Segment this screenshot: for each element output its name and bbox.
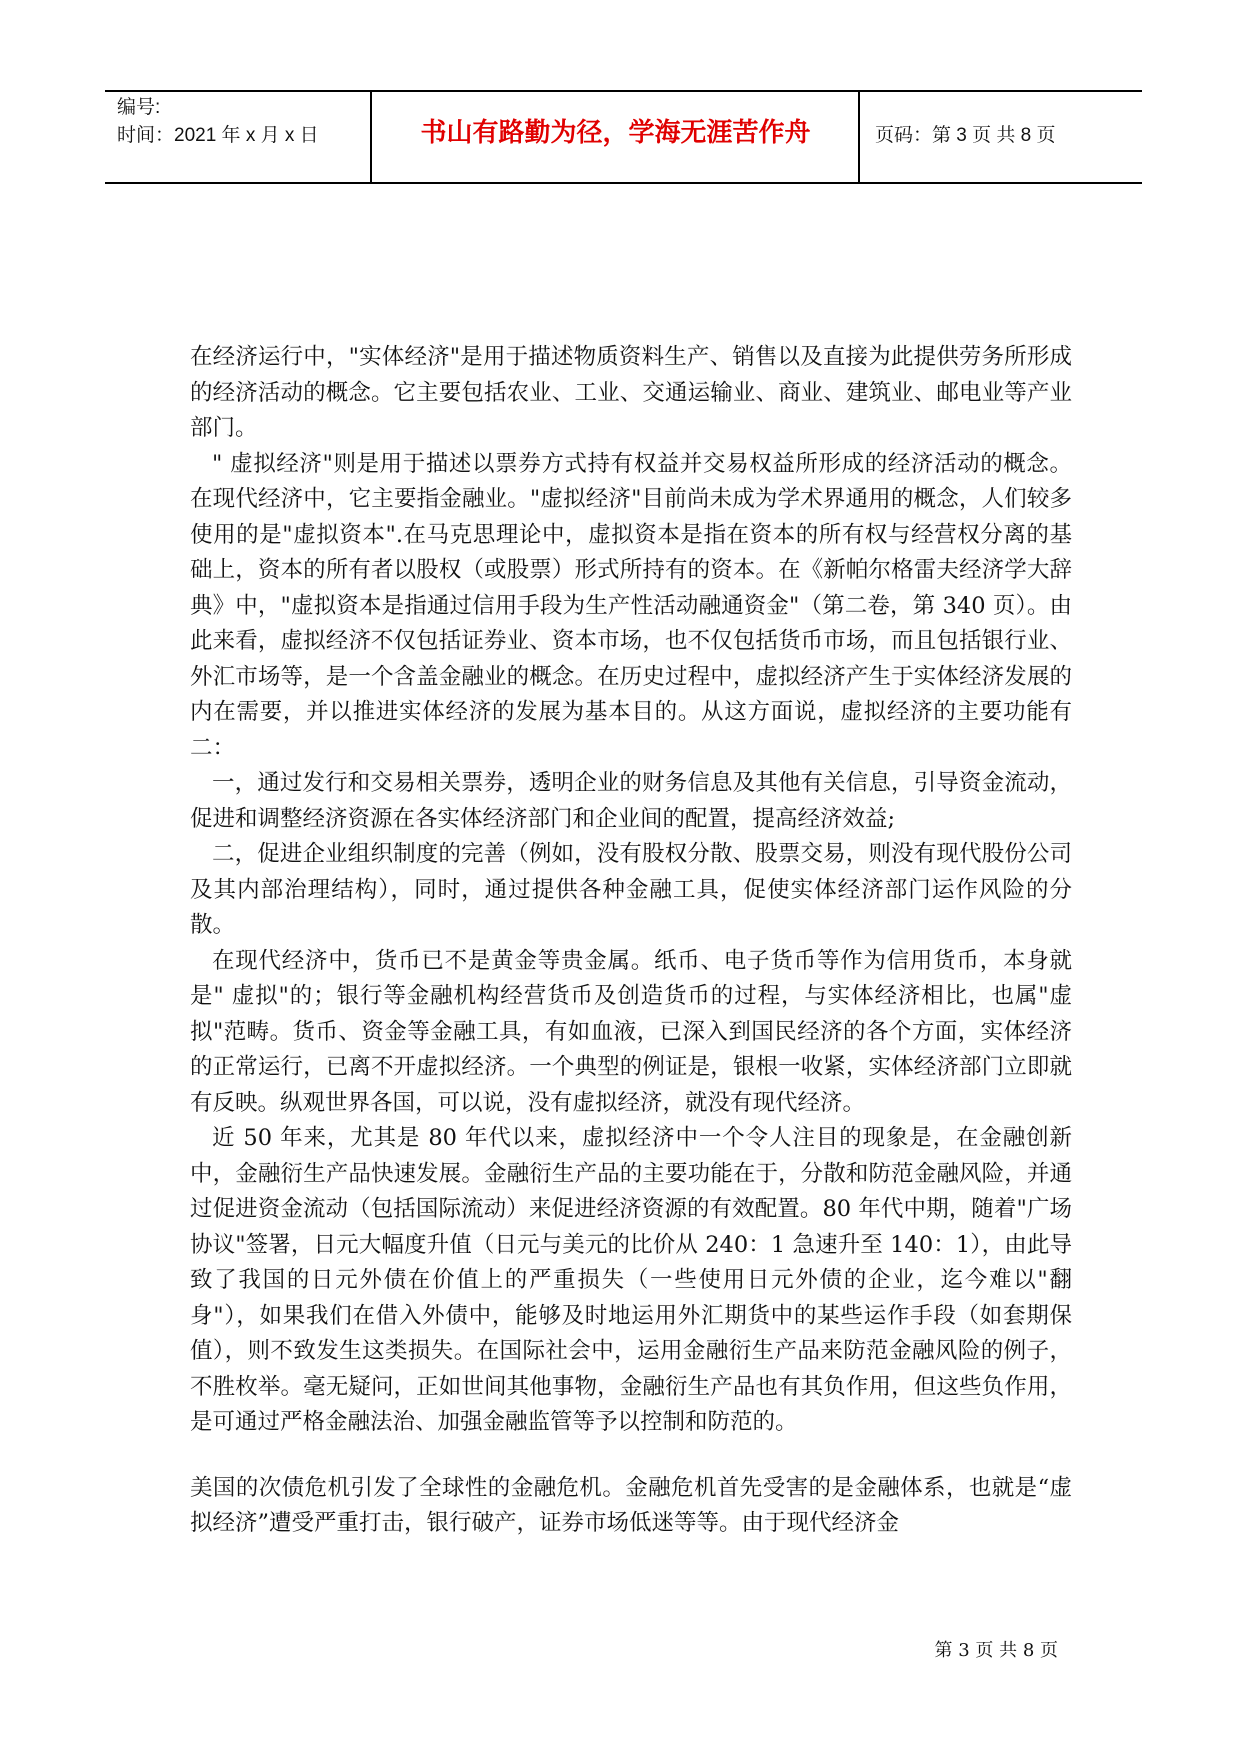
body-paragraph: 美国的次债危机引发了全球性的金融危机。金融危机首先受害的是金融体系，也就是“虚拟经济”遭受严重打击，银行破产，证券市场低迷等等。由于现代经济金 [190, 1474, 1072, 1536]
body-paragraph: " 虚拟经济"则是用于描述以票券方式持有权益并交易权益所形成的经济活动的概念。在现代经济中，它主要指金融业。"虚拟经济"目前尚未成为学术界通用的概念，人们较多使用的是"虚拟资本".在马克思理论中，虚拟资本是指在资本的所有权与经营权分离的基础上，资本的所有者以股权（或股票）形式所持有的资本。在《新帕尔格雷夫经济学大辞典》中，"虚拟资本是指通过信用手段为生产性活动融通资金"（第二卷，第 340 页）。由此来看，虚拟经济不仅包括证券业、资本市场，也不仅包括货币市场，而且包括银行业、外汇市场等，是一个含盖金融业的概念。在历史过程中，虚拟经济产生于实体经济发展的内在需要，并以推进实体经济的发展为基本目的。从这方面说，虚拟经济的主要功能有二： [190, 450, 1072, 761]
page-header [105, 90, 1142, 183]
header-divider-left [370, 90, 372, 183]
header-page-number: 页码：第 3 页 共 8 页 [875, 125, 1056, 146]
body-paragraph: 在现代经济中，货币已不是黄金等贵金属。纸币、电子货币等作为信用货币，本身就是" 虚拟"的；银行等金融机构经营货币及创造货币的过程，与实体经济相比，也属"虚拟"范畴。货币、资金等金融工具，有如血液，已深入到国民经济的各个方面，实体经济的正常运行，已离不开虚拟经济。一个典型的例证是，银根一收紧，实体经济部门立即就有反映。纵观世界各国，可以说，没有虚拟经济，就没有现代经济。 [190, 947, 1072, 1116]
body-paragraph: 在经济运行中，"实体经济"是用于描述物质资料生产、销售以及直接为此提供劳务所形成的经济活动的概念。它主要包括农业、工业、交通运输业、商业、建筑业、邮电业等产业部门。 [190, 344, 1072, 441]
header-divider-right [858, 90, 860, 183]
document-time-label: 时间：2021 年 x 月 x 日 [117, 125, 319, 146]
header-motto: 书山有路勤为径，学海无涯苦作舟 [420, 118, 811, 148]
body-paragraph: 二，促进企业组织制度的完善（例如，没有股权分散、股票交易，则没有现代股份公司及其内部治理结构），同时，通过提供各种金融工具，促使实体经济部门运作风险的分散。 [190, 841, 1072, 938]
header-top-rule [105, 90, 1142, 92]
header-meta [117, 94, 367, 150]
body-paragraph: 近 50 年来，尤其是 80 年代以来，虚拟经济中一个令人注目的现象是，在金融创新中，金融衍生产品快速发展。金融衍生产品的主要功能在于，分散和防范金融风险，并通过促进资金流动（包括国际流动）来促进经济资源的有效配置。80 年代中期，随着"广场协议"签署，日元大幅度升值（日元与美元的比价从 240：1 急速升至 140：1），由此导致了我国的日元外债在价值上的严重损失（一些使用日元外债的企业，迄今难以"翻身"），如果我们在借入外债中，能够及时地运用外汇期货中的某些运作手段（如套期保值），则不致发生这类损失。在国际社会中，运用金融衍生产品来防范金融风险的例子，不胜枚举。毫无疑问，正如世间其他事物，金融衍生产品也有其负作用，但这些负作用，是可通过严格金融法治、加强金融监管等予以控制和防范的。 [190, 1125, 1072, 1435]
document-body [190, 340, 1072, 1542]
header-bottom-rule [105, 182, 1142, 184]
document-number-label: 编号: [117, 97, 161, 118]
body-paragraph: 一，通过发行和交易相关票券，透明企业的财务信息及其他有关信息，引导资金流动，促进和调整经济资源在各实体经济部门和企业间的配置，提高经济效益; [190, 770, 1072, 832]
page-footer: 第 3 页 共 8 页 [934, 1640, 1058, 1661]
